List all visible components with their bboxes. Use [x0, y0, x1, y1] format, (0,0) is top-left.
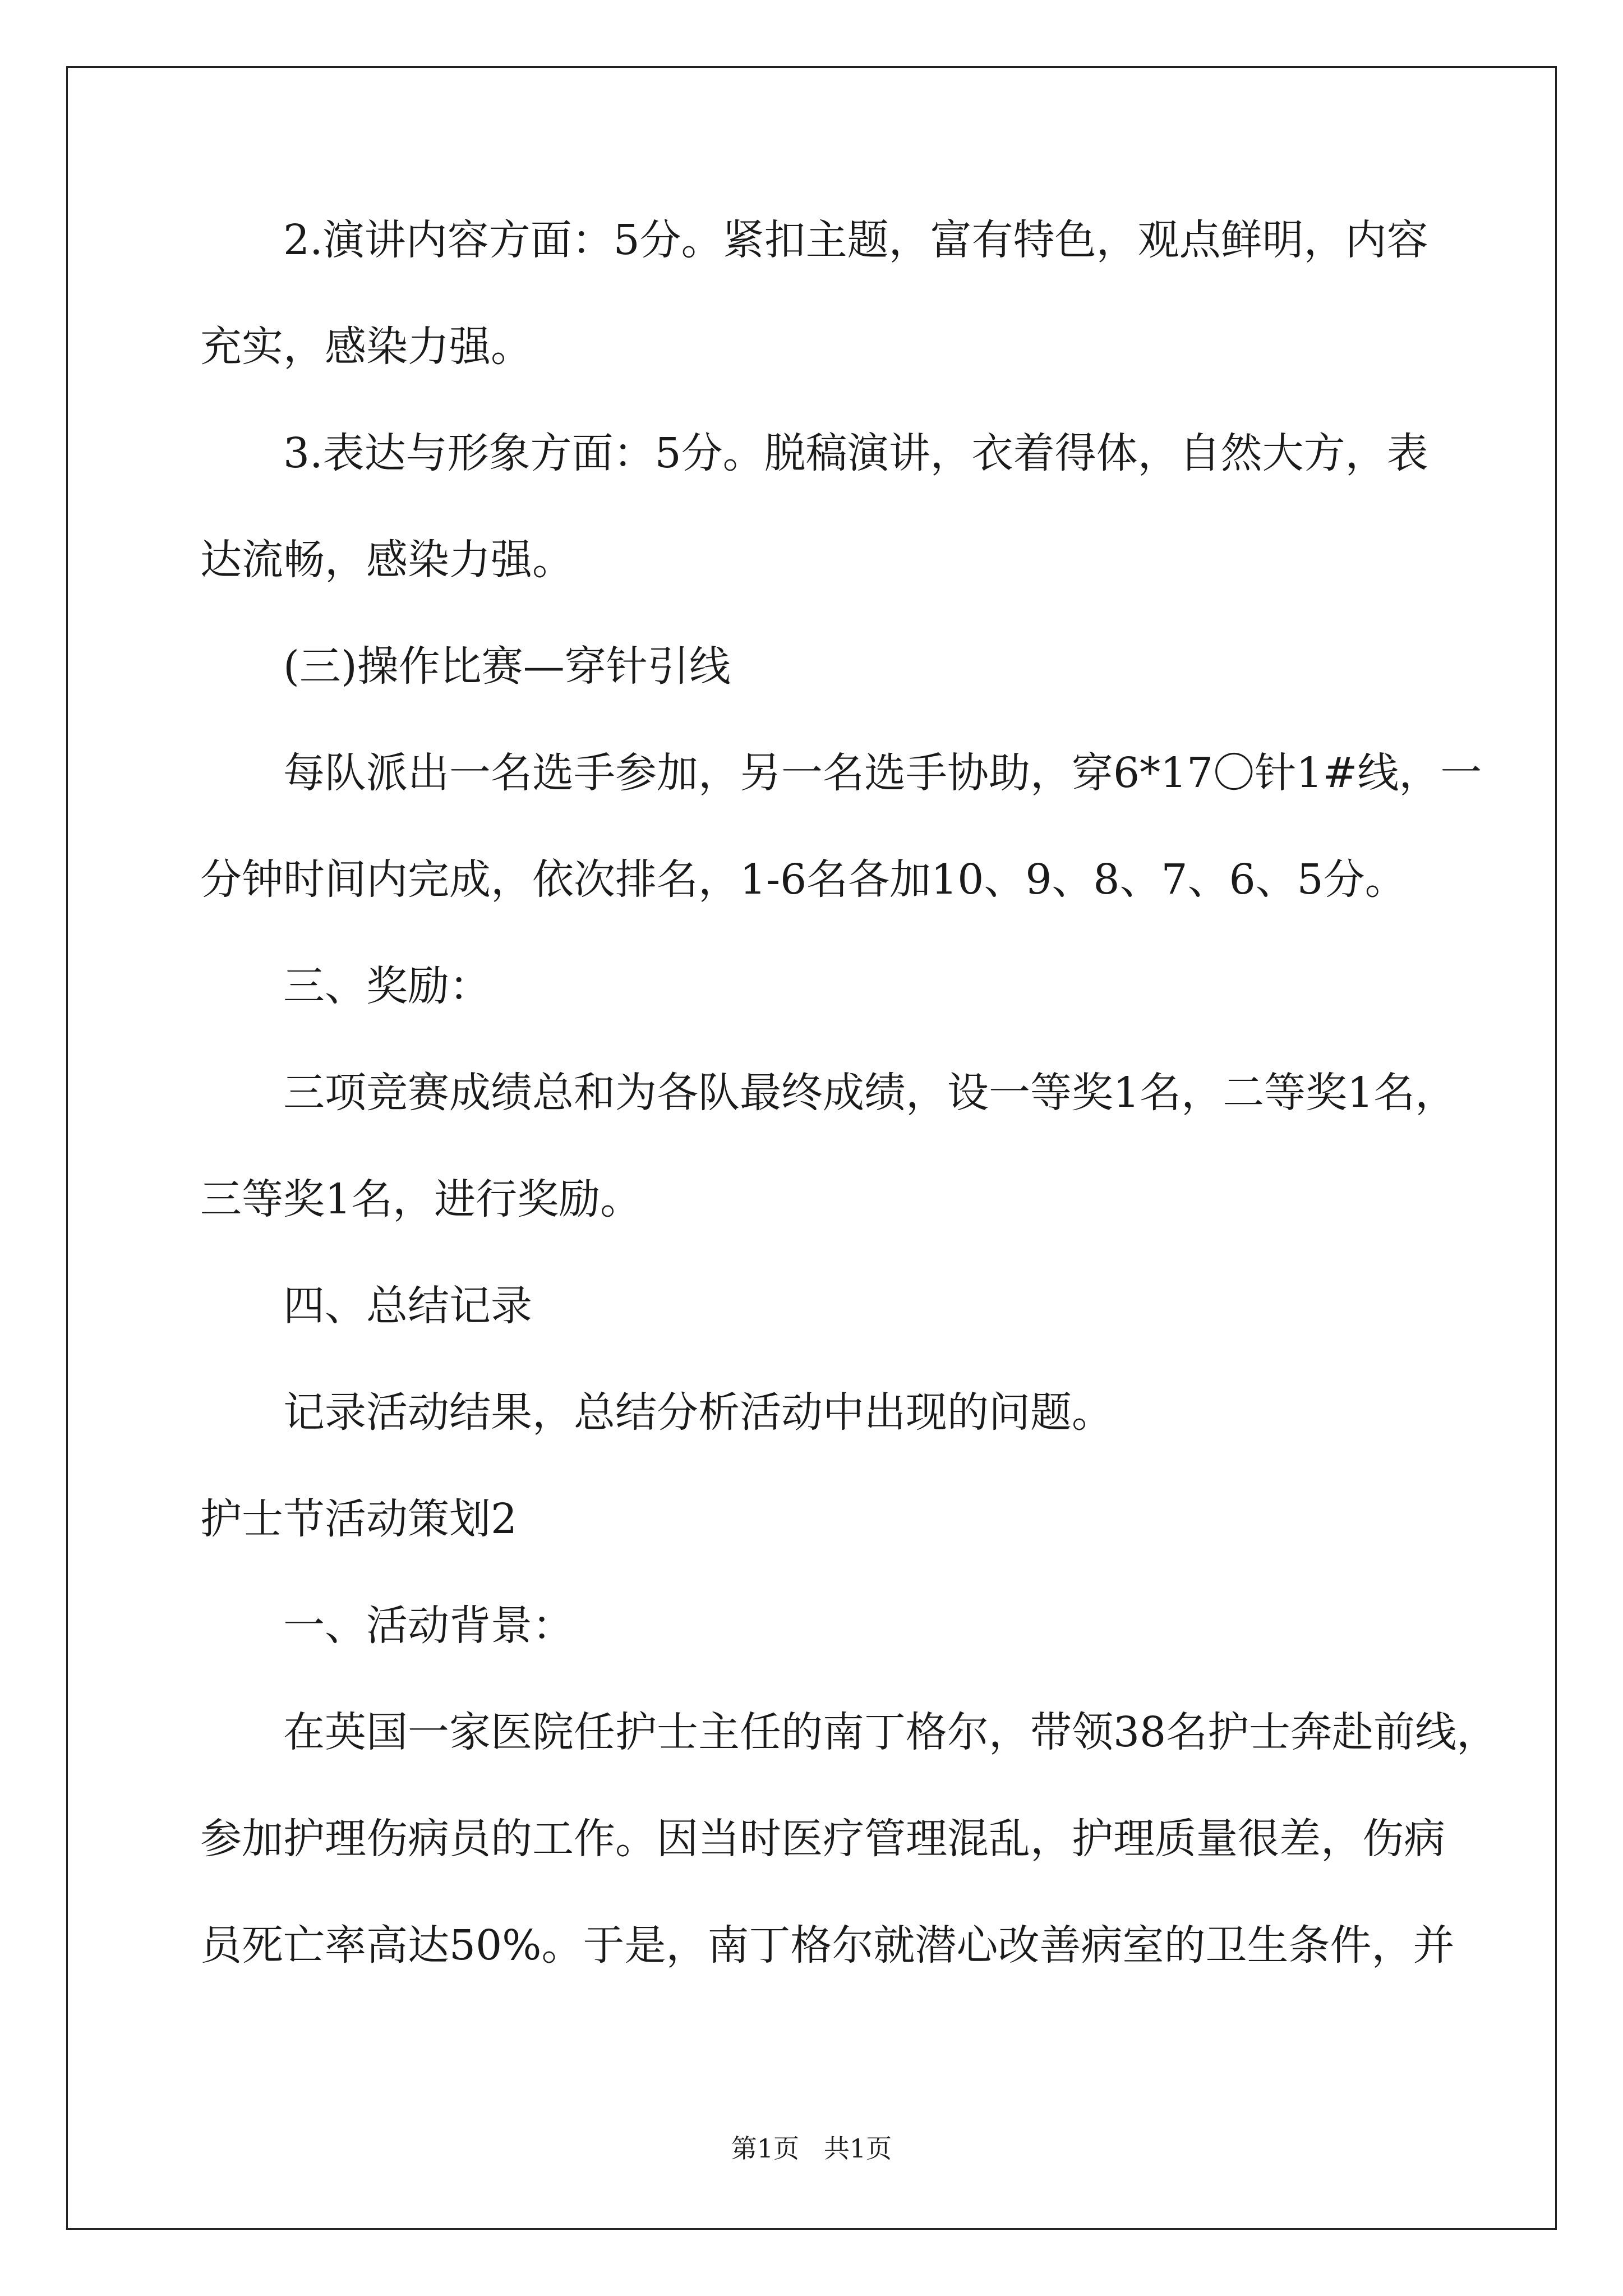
text-line: 3.表达与形象方面：5分。脱稿演讲，衣着得体，自然大方，表	[283, 429, 1428, 477]
text-line: 三项竞赛成绩总和为各队最终成绩，设一等奖1名，二等奖1名，	[283, 1069, 1457, 1117]
text-line: 达流畅，感染力强。	[200, 536, 574, 584]
page-number-footer: 第1页 共1页	[731, 2133, 892, 2164]
text-line: 记录活动结果，总结分析活动中出现的问题。	[283, 1388, 1113, 1437]
text-line: 员死亡率高达50%。于是，南丁格尔就潜心改善病室的卫生条件，并	[200, 1921, 1455, 1970]
section-heading: (三)操作比赛—穿针引线	[283, 642, 731, 691]
text-line: 参加护理伤病员的工作。因当时医疗管理混乱，护理质量很差，伤病	[200, 1815, 1445, 1863]
text-line: 三等奖1名，进行奖励。	[200, 1175, 642, 1223]
text-line: 2.演讲内容方面：5分。紧扣主题，富有特色，观点鲜明，内容	[283, 216, 1428, 264]
text-line: 充实，感染力强。	[200, 323, 532, 371]
text-line: 分钟时间内完成，依次排名，1-6名各加10、9、8、7、6、5分。	[200, 855, 1407, 904]
section-heading: 一、活动背景：	[283, 1602, 574, 1650]
document-title: 护士节活动策划2	[200, 1495, 518, 1543]
text-line: 每队派出一名选手参加，另一名选手协助，穿6*17〇针1#线，一	[283, 749, 1482, 797]
section-heading: 四、总结记录	[283, 1282, 532, 1330]
text-line: 在英国一家医院任护士主任的南丁格尔，带领38名护士奔赴前线，	[283, 1708, 1498, 1756]
page-border	[66, 66, 1557, 2230]
section-heading: 三、奖励：	[283, 962, 491, 1010]
